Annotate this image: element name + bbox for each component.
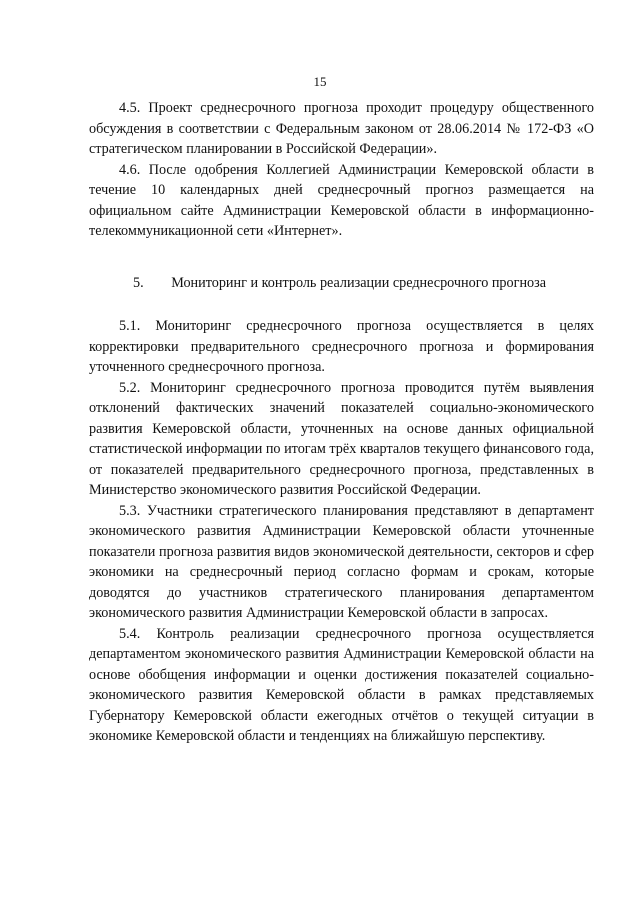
paragraph-number: 5.1. xyxy=(119,318,141,334)
paragraph-text: Участники стратегического планирования представляют в департамент экономического развития Администрации Кемеровской области уточненные показатели прогноза развития видов экономической деятельности, секторов и сфер экономики на среднесрочный период согласно формам и срокам, которые доводятся до участников стратегического планирования департаментом экономического развития Администрации Кемеровской области в запросах. xyxy=(89,502,595,621)
paragraph-text: Контроль реализации среднесрочного прогноза осуществляется департаментом экономического развития Администрации Кемеровской области на основе обобщения информации и оценки достижения показателей социально-экономического развития Кемеровской области в рамках представляемых Губернатору Кемеровской области ежегодных отчётов о текущей ситуации в экономике Кемеровской области и тенденциях на ближайшую перспективу. xyxy=(89,625,595,744)
section-title: Мониторинг и контроль реализации среднесрочного прогноза xyxy=(171,274,547,291)
paragraph-4-5 xyxy=(89,98,594,160)
paragraph-number: 4.5. xyxy=(119,100,141,116)
paragraph-5-2 xyxy=(89,378,594,501)
paragraph-text: Проект среднесрочного прогноза проходит процедуру общественного обсуждения в соответствии с Федеральным законом от 28.06.2014 № 172-ФЗ «О стратегическом планировании в Российской Федерации». xyxy=(89,100,594,157)
paragraph-number: 4.6. xyxy=(119,161,141,178)
section-number: 5. xyxy=(133,274,144,291)
paragraph-4-6 xyxy=(89,160,594,242)
paragraph-5-1 xyxy=(89,316,594,378)
paragraph-text: После одобрения Коллегией Администрации Кемеровской области в течение 10 календарных дней среднесрочный прогноз размещается на официальном сайте Администрации Кемеровской области в информационно-телекоммуникационной сети «Интернет». xyxy=(89,161,595,239)
paragraph-number: 5.3. xyxy=(119,502,141,519)
paragraph-text: Мониторинг среднесрочного прогноза проводится путём выявления отклонений фактических значений показателей социально-экономического развития Кемеровской области, уточненных на основе данных официальной статистической информации по итогам трёх кварталов текущего финансового года, от показателей предварительного среднесрочного прогноза, представленных в Министерство экономического развития Российской Федерации. xyxy=(89,379,595,498)
paragraph-text: Мониторинг среднесрочного прогноза осуществляется в целях корректировки предварительного среднесрочного прогноза и формирования уточненного среднесрочного прогноза. xyxy=(89,318,595,375)
paragraph-number: 5.2. xyxy=(119,379,141,396)
paragraph-5-4 xyxy=(89,624,594,747)
paragraph-number: 5.4. xyxy=(119,625,141,642)
paragraph-5-3 xyxy=(89,501,594,624)
page-number: 15 xyxy=(313,74,327,89)
section-heading xyxy=(89,273,594,294)
document-body xyxy=(89,98,594,747)
